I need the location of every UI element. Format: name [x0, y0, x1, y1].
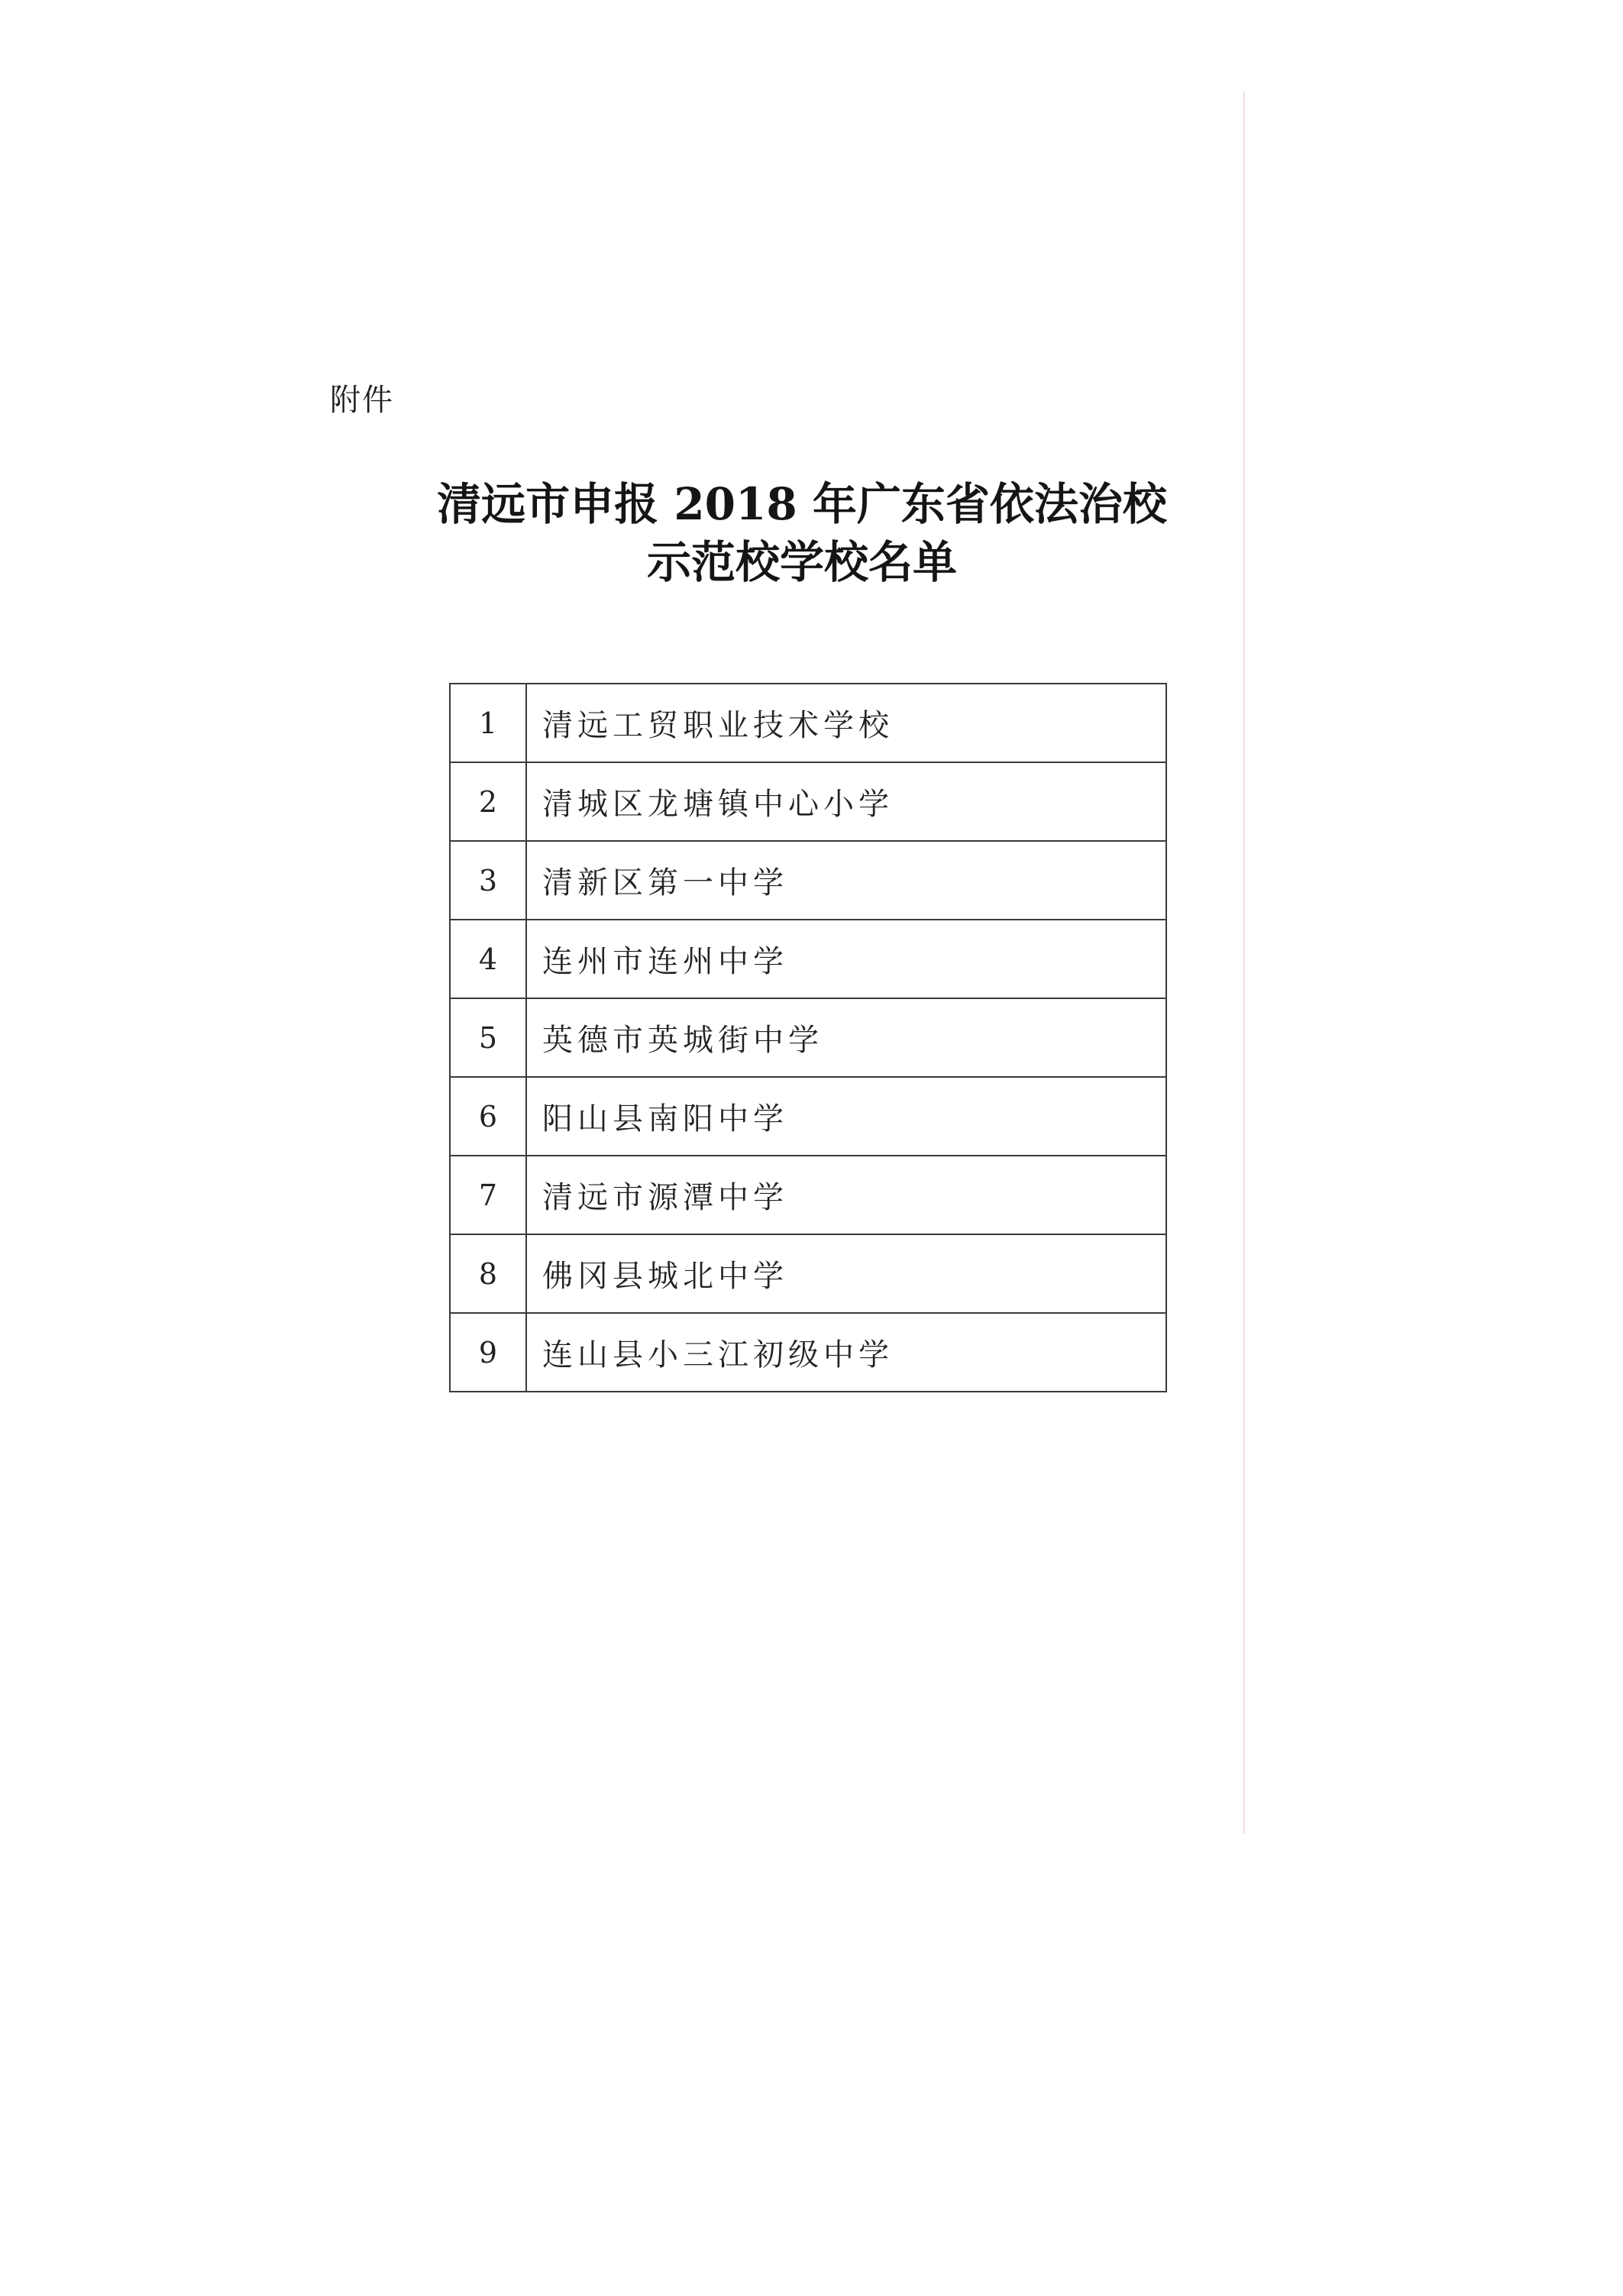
school-name: 连山县小三江初级中学	[526, 1313, 1166, 1392]
school-name: 清远市源潭中学	[526, 1156, 1166, 1234]
row-number: 2	[450, 762, 526, 841]
title-line-2: 示范校学校名单	[646, 536, 957, 588]
document-title	[336, 475, 1268, 591]
school-name: 清新区第一中学	[526, 841, 1166, 920]
row-number: 3	[450, 841, 526, 920]
row-number: 9	[450, 1313, 526, 1392]
table-row	[450, 1077, 1166, 1156]
school-name: 清城区龙塘镇中心小学	[526, 762, 1166, 841]
row-number: 8	[450, 1234, 526, 1313]
table-row	[450, 998, 1166, 1077]
table-row	[450, 684, 1166, 762]
school-name: 佛冈县城北中学	[526, 1234, 1166, 1313]
title-line-1: 清远市申报 2018 年广东省依法治校	[437, 478, 1167, 530]
table-row	[450, 920, 1166, 998]
school-name: 阳山县南阳中学	[526, 1077, 1166, 1156]
row-number: 5	[450, 998, 526, 1077]
table-row	[450, 841, 1166, 920]
scan-edge-line	[1243, 92, 1245, 1833]
school-name: 连州市连州中学	[526, 920, 1166, 998]
school-name: 清远工贸职业技术学校	[526, 684, 1166, 762]
attachment-label: 附件	[330, 383, 394, 418]
school-name: 英德市英城街中学	[526, 998, 1166, 1077]
row-number: 4	[450, 920, 526, 998]
row-number: 6	[450, 1077, 526, 1156]
row-number: 7	[450, 1156, 526, 1234]
table-row	[450, 762, 1166, 841]
school-list-table	[449, 683, 1167, 1392]
row-number: 1	[450, 684, 526, 762]
table-row	[450, 1313, 1166, 1392]
table-row	[450, 1156, 1166, 1234]
table-row	[450, 1234, 1166, 1313]
